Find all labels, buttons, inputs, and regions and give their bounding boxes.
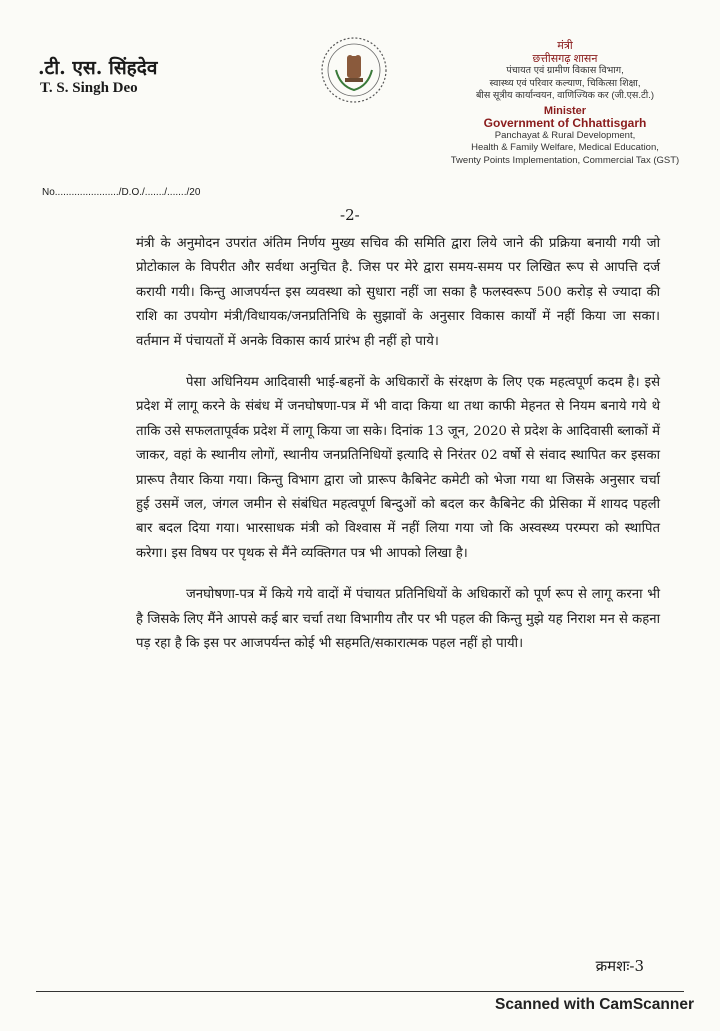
designation-hindi-line: मंत्री	[557, 40, 573, 52]
designation-english-line: Health & Family Welfare, Medical Education,	[471, 142, 659, 153]
designation-hindi-line: बीस सूत्रीय कार्यान्वयन, वाणिज्यिक कर (जी.एस.टी.)	[475, 90, 655, 101]
scanner-watermark: Scanned with CamScanner	[495, 996, 694, 1013]
designation-minister: Minister	[543, 104, 587, 117]
page-number: -2-	[340, 206, 360, 224]
body-paragraph: जनघोषणा-पत्र में किये गये वादों में पंचायत प्रतिनिधियों के अधिकारों को पूर्ण रूप से लागू करना भी है जिसके लिए मैंने आपसे कई बार चर्चा तथा विभागीय तौर पर भी पहल की किन्तु मुझे यह निराश मन से कहना पड़ रहा है कि इस पर आजपर्यन्त कोई भी सहमति/सकारात्मक पहल नहीं हो पायी।	[136, 587, 660, 652]
designation-hindi-line: छत्तीसगढ़ शासन	[532, 52, 598, 65]
continuation-mark: क्रमशः-3	[595, 957, 644, 975]
designation-government: Government of Chhattisgarh	[483, 116, 647, 130]
reference-number-line: No......................./D.O./......./......./20	[42, 187, 201, 198]
body-paragraph: मंत्री के अनुमोदन उपरांत अंतिम निर्णय मुख्य सचिव की समिति द्वारा लिये जाने की प्रक्रिया बनायी गयी जो प्रोटोकाल के विपरीत और सर्वथा अनुचित है. जिस पर मेरे द्वारा समय-समय पर लिखित रूप से आपत्ति दर्ज करायी गयी। किन्तु आजपर्यन्त इस व्यवस्था को सुधारा नहीं जा सका है फलस्वरूप 500 करोड़ से ज्यादा की राशि का उपयोग मंत्री/विधायक/जनप्रतिनिधि के सुझावों के अनुसार विकास कार्यों में नहीं किया जा सका। वर्तमान में पंचायतों में अनके विकास कार्य प्रारंभ ही नहीं हो पाये।	[136, 236, 660, 349]
designation-english-line: Twenty Points Implementation, Commercial Tax (GST)	[450, 154, 680, 166]
footer-divider	[36, 991, 684, 992]
designation-hindi-line: पंचायत एवं ग्रामीण विकास विभाग,	[506, 65, 624, 76]
sender-name-english: T. S. Singh Deo	[40, 80, 138, 96]
letter-body	[136, 232, 660, 674]
sender-name-hindi: .टी. एस. सिंहदेव	[38, 57, 158, 79]
state-emblem-icon	[320, 36, 388, 104]
body-paragraph: पेसा अधिनियम आदिवासी भाई-बहनों के अधिकारों के संरक्षण के लिए एक महत्वपूर्ण कदम है। इसे प्रदेश में लागू करने के संबंध में जनघोषणा-पत्र में भी वादा किया था तथा काफी मेहनत से नियम बनाये गये थे ताकि उसे सफलतापूर्वक प्रदेश में लागू किया जा सके। दिनांक 13 जून, 2020 से प्रदेश के आदिवासी ब्लाकों में जाकर, वहां के स्थानीय लोगों, स्थानीय जनप्रतिनिधियों इत्यादि से निरंतर 02 वर्षो से संवाद स्थापित कर इसका प्रारूप तैयार किया गया। किन्तु विभाग द्वारा जो प्रारूप कैबिनेट कमेटी को भेजा गया था जिसके अनुसार चर्चा हुई उसमें जल, जंगल जमीन से संबंधित महत्वपूर्ण बिन्दुओं को बदल कर कैबिनेट की प्रेसिका में शायद पहली बार बदल दिया गया। भारसाधक मंत्री को विश्वास में नहीं लिया गया जो कि अस्वस्थ्य परम्परा को स्थापित करेगा। इस विषय पर पृथक से मैंने व्यक्तिगत पत्र भी आपको लिखा है।	[136, 375, 660, 561]
designation-english-line: Panchayat & Rural Development,	[494, 129, 636, 141]
designation-block	[450, 40, 680, 167]
designation-hindi-line: स्वास्थ्य एवं परिवार कल्याण, चिकित्सा शिक्षा,	[489, 77, 641, 89]
